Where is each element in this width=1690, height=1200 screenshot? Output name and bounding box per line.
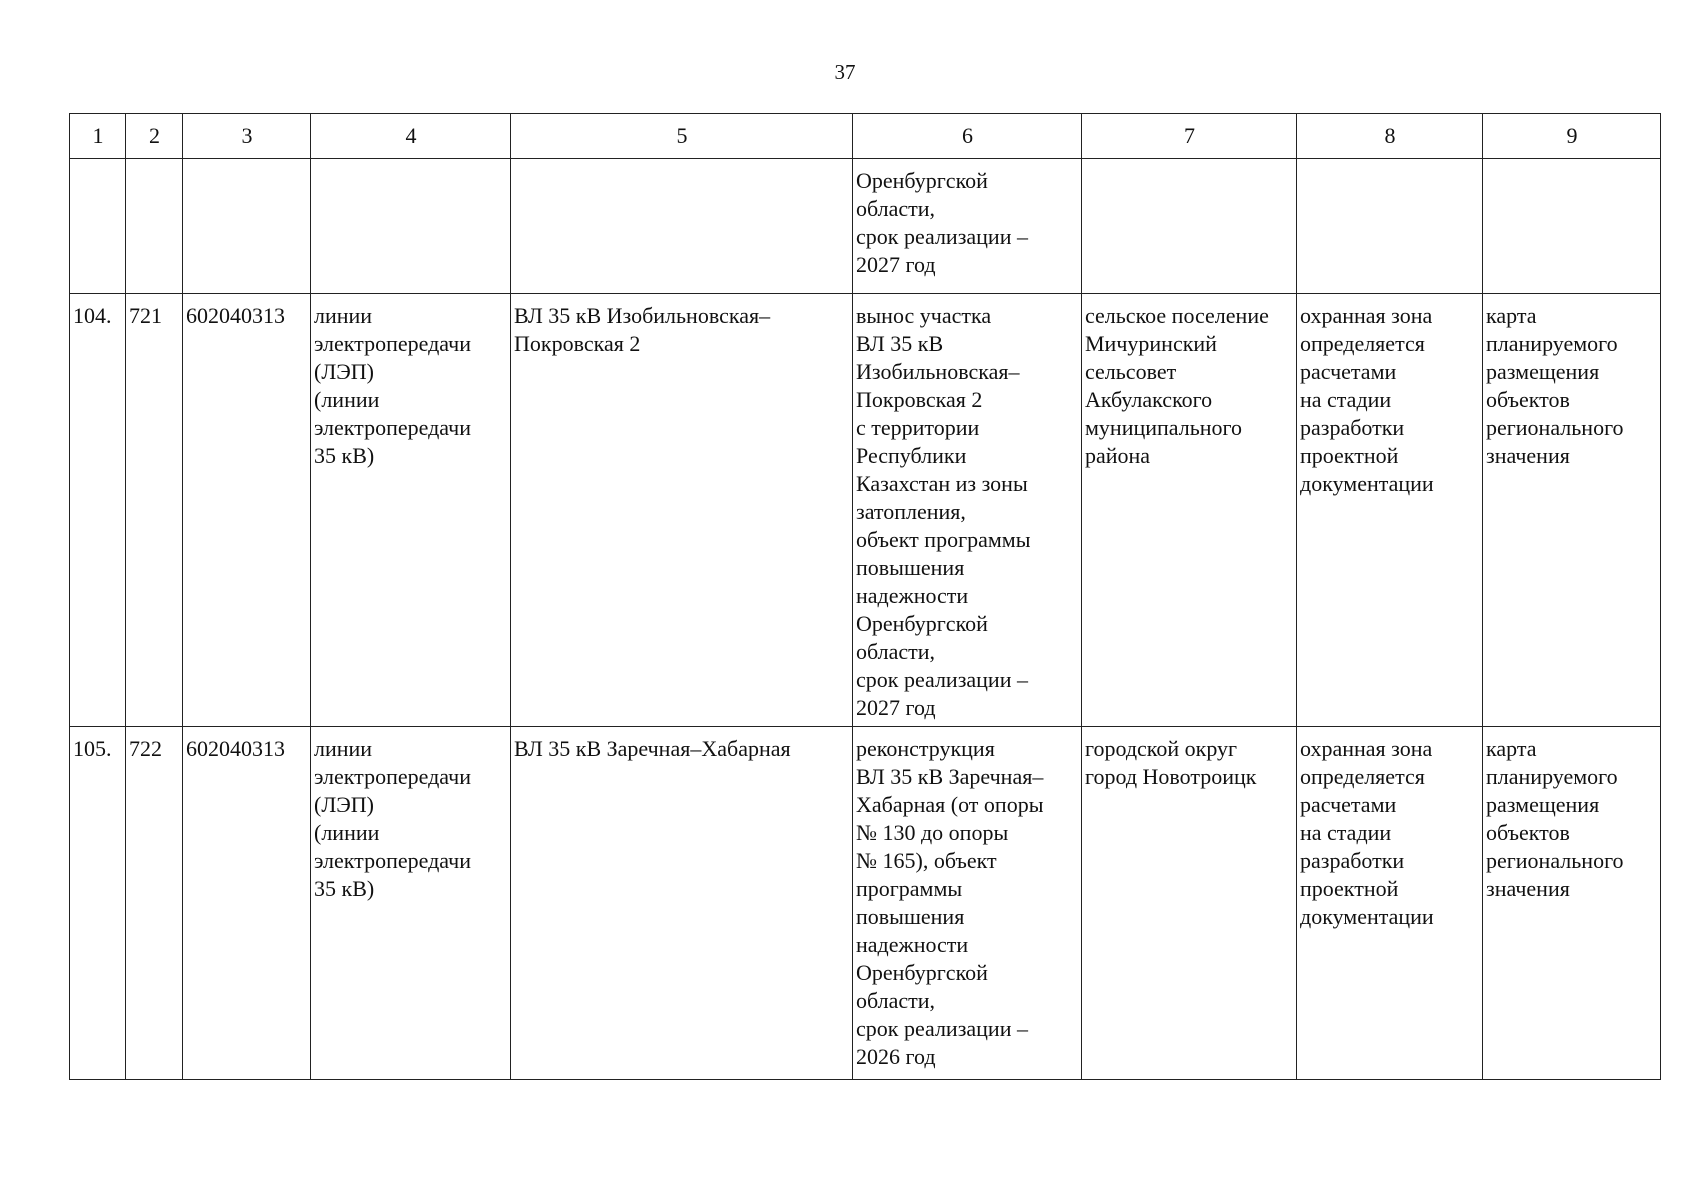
table-row-105 — [70, 727, 1661, 1080]
cell-object-name: ВЛ 35 кВ Заречная–Хабарная — [511, 727, 853, 1080]
cell-row-number — [70, 159, 126, 294]
cell-code — [183, 159, 311, 294]
column-header-8: 8 — [1297, 114, 1483, 159]
cell-description: вынос участка ВЛ 35 кВ Изобильновская– Покровская 2 с территории Республики Казахстан из зоны затопления, объект программы повышения надежности Оренбургской области, срок реализации – 2027 год — [853, 294, 1082, 727]
table-row-104 — [70, 294, 1661, 727]
cell-object-name — [511, 159, 853, 294]
column-header-1: 1 — [70, 114, 126, 159]
cell-location: городской округ город Новотроицк — [1082, 727, 1297, 1080]
cell-location — [1082, 159, 1297, 294]
column-header-7: 7 — [1082, 114, 1297, 159]
cell-location: сельское поселение Мичуринский сельсовет Акбулакского муниципального района — [1082, 294, 1297, 727]
cell-object-type — [311, 159, 511, 294]
page-number: 37 — [834, 60, 856, 84]
header-row — [70, 114, 1661, 159]
cell-object-type: линии электропередачи (ЛЭП) (линии электропередачи 35 кВ) — [311, 727, 511, 1080]
cell-map: карта планируемого размещения объектов регионального значения — [1483, 727, 1661, 1080]
cell-object-type: линии электропередачи (ЛЭП) (линии электропередачи 35 кВ) — [311, 294, 511, 727]
cell-object-name: ВЛ 35 кВ Изобильновская– Покровская 2 — [511, 294, 853, 727]
column-header-6: 6 — [853, 114, 1082, 159]
column-header-4: 4 — [311, 114, 511, 159]
cell-code: 602040313 — [183, 727, 311, 1080]
cell-entry-number: 721 — [126, 294, 183, 727]
column-header-9: 9 — [1483, 114, 1661, 159]
cell-row-number: 105. — [70, 727, 126, 1080]
cell-map: карта планируемого размещения объектов регионального значения — [1483, 294, 1661, 727]
table-row-continuation — [70, 159, 1661, 294]
cell-zone: охранная зона определяется расчетами на стадии разработки проектной документации — [1297, 727, 1483, 1080]
document-table — [69, 113, 1661, 1080]
cell-zone: охранная зона определяется расчетами на стадии разработки проектной документации — [1297, 294, 1483, 727]
cell-row-number: 104. — [70, 294, 126, 727]
cell-code: 602040313 — [183, 294, 311, 727]
column-header-3: 3 — [183, 114, 311, 159]
cell-map — [1483, 159, 1661, 294]
cell-entry-number: 722 — [126, 727, 183, 1080]
cell-entry-number — [126, 159, 183, 294]
column-header-2: 2 — [126, 114, 183, 159]
cell-description: реконструкция ВЛ 35 кВ Заречная– Хабарная (от опоры № 130 до опоры № 165), объект программы повышения надежности Оренбургской области, срок реализации – 2026 год — [853, 727, 1082, 1080]
column-header-5: 5 — [511, 114, 853, 159]
cell-description: Оренбургской области, срок реализации – 2027 год — [853, 159, 1082, 294]
cell-zone — [1297, 159, 1483, 294]
